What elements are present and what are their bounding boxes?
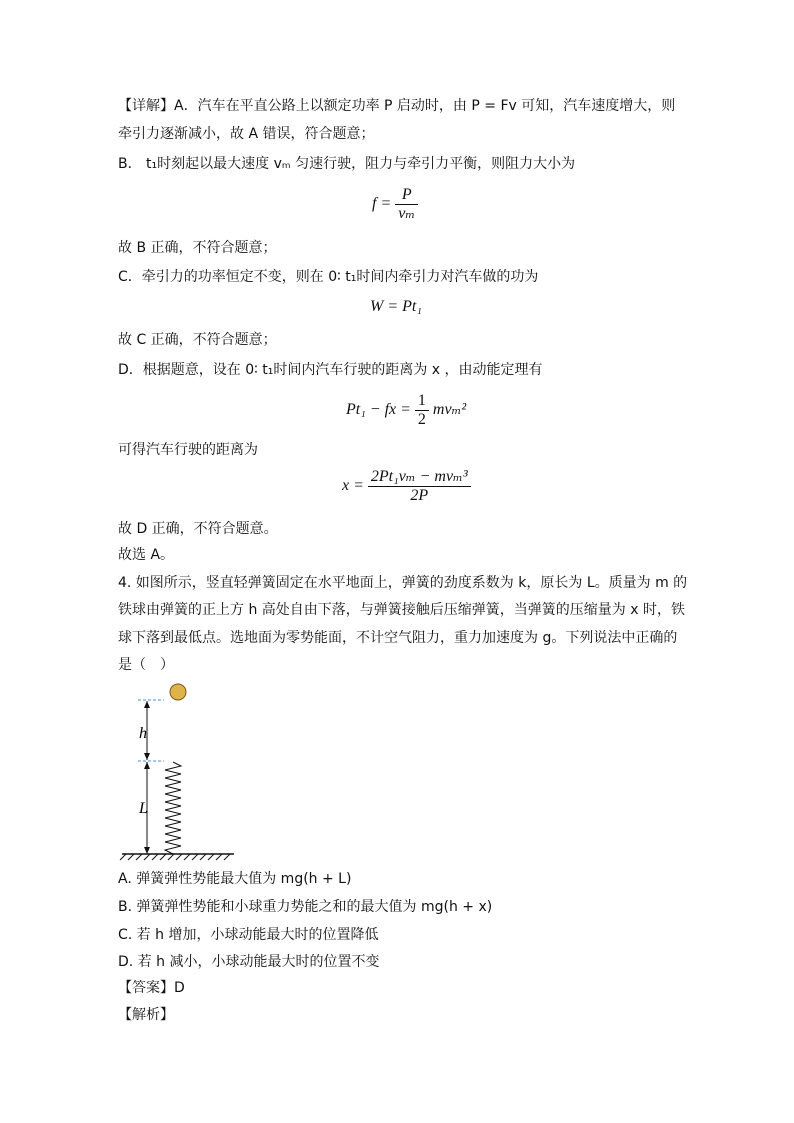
eq1-lhs: f = (372, 195, 392, 213)
equation-work: W = Pt₁ (370, 298, 422, 315)
eq4-denominator: 2P (368, 486, 471, 505)
iron-ball (170, 684, 186, 700)
spring-diagram (118, 676, 238, 862)
question-line-1: 4. 如图所示，竖直轻弹簧固定在水平地面上，弹簧的劲度系数为 k，原长为 L。质量为 m 的 (118, 575, 688, 591)
spring (165, 762, 181, 854)
eq3-rhs: mvₘ² (432, 401, 467, 419)
solution-line-7: D．根据题意，设在 0∶ t₁时间内汽车行驶的距离为 x ，由动能定理有 (118, 362, 543, 378)
solution-line-3: B． t₁时刻起以最大速度 vₘ 匀速行驶，阻力与牵引力平衡，则阻力大小为 (118, 156, 576, 172)
eq4-lhs: x = (342, 477, 364, 495)
solution-line-10: 故选 A。 (118, 547, 175, 563)
question-line-4: 是（ ） (118, 657, 174, 673)
eq3-denominator: 2 (415, 410, 429, 429)
ground-hatching (120, 854, 230, 860)
option-d: D. 若 h 减小，小球动能最大时的位置不变 (118, 954, 380, 970)
length-arrow-down (144, 847, 150, 854)
label-h: h (139, 725, 147, 742)
equation-work-energy (346, 392, 466, 429)
answer: 【答案】D (118, 980, 185, 996)
label-L: L (139, 800, 148, 817)
solution-line-4: 故 B 正确，不符合题意； (118, 240, 277, 256)
eq4-fraction (368, 468, 471, 505)
question-line-2: 铁球由弹簧的正上方 h 高处自由下落，与弹簧接触后压缩弹簧，当弹簧的压缩量为 x 时，铁 (118, 602, 685, 618)
question-line-3: 球下落到最低点。选地面为零势能面，不计空气阻力，重力加速度为 g。下列说法中正确的 (118, 630, 678, 646)
analysis-heading: 【解析】 (118, 1007, 174, 1023)
eq3-numerator: 1 (417, 392, 426, 409)
eq1-denominator: vₘ (395, 204, 418, 223)
solution-line-9: 故 D 正确，不符合题意。 (118, 521, 278, 537)
solution-line-5: C．牵引力的功率恒定不变，则在 0∶ t₁时间内牵引力对汽车做的功为 (118, 269, 539, 285)
option-b: B. 弹簧弹性势能和小球重力势能之和的最大值为 mg(h + x) (118, 899, 493, 915)
solution-line-2: 牵引力逐渐减小，故 A 错误，符合题意； (118, 126, 375, 142)
equation-friction (372, 186, 418, 223)
solution-line-1: 【详解】A．汽车在平直公路上以额定功率 P 启动时，由 P = Fv 可知，汽车速度增大，则 (118, 98, 676, 114)
eq1-numerator: P (401, 186, 412, 203)
length-arrow-up (144, 762, 150, 769)
option-c: C. 若 h 增加，小球动能最大时的位置降低 (118, 927, 379, 943)
eq3-lhs: Pt₁ − fx = (346, 401, 411, 419)
eq3-fraction (415, 392, 429, 429)
eq4-numerator: 2Pt₁vₘ − mvₘ³ (370, 468, 468, 485)
height-arrow-up (144, 701, 150, 708)
eq1-fraction (395, 186, 418, 223)
equation-distance (342, 468, 471, 505)
solution-line-6: 故 C 正确，不符合题意； (118, 332, 277, 348)
solution-line-8: 可得汽车行驶的距离为 (118, 442, 258, 458)
height-arrow-down (144, 753, 150, 760)
option-a: A. 弹簧弹性势能最大值为 mg(h + L) (118, 871, 352, 887)
